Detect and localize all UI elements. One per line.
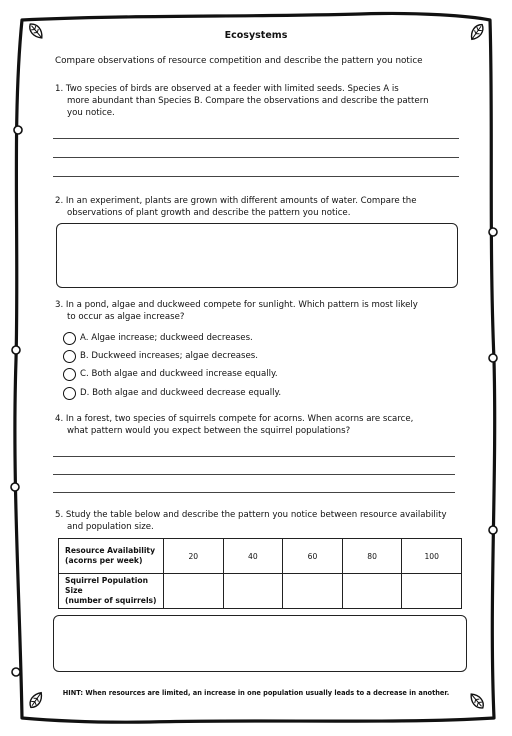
answer-line[interactable] bbox=[53, 492, 455, 493]
option-c-label: C. Both algae and duckweed increase equally. bbox=[80, 369, 278, 379]
table-row bbox=[59, 574, 462, 609]
row-header-population: Squirrel Population Size (number of squirrels) bbox=[59, 574, 164, 609]
resource-table bbox=[58, 538, 462, 609]
answer-line[interactable] bbox=[53, 474, 455, 475]
option-a[interactable] bbox=[63, 330, 253, 346]
answer-line[interactable] bbox=[53, 138, 459, 139]
answer-box[interactable] bbox=[53, 615, 467, 672]
question-5-line-2: and population size. bbox=[67, 522, 154, 532]
question-3-line-1: 3. In a pond, algae and duckweed compete for sunlight. Which pattern is most likely bbox=[55, 300, 418, 310]
answer-line[interactable] bbox=[53, 176, 459, 177]
option-d[interactable] bbox=[63, 385, 281, 401]
instructions: Compare observations of resource competition and describe the pattern you notice bbox=[55, 56, 423, 66]
option-b-label: B. Duckweed increases; algae decreases. bbox=[80, 351, 258, 361]
table-input-cell[interactable] bbox=[402, 574, 462, 609]
question-5-line-1: 5. Study the table below and describe the pattern you notice between resource availability bbox=[55, 510, 447, 520]
question-1-line-3: you notice. bbox=[67, 108, 115, 118]
radio-circle[interactable] bbox=[63, 387, 76, 400]
option-d-label: D. Both algae and duckweed decrease equally. bbox=[80, 388, 282, 398]
table-input-cell[interactable] bbox=[283, 574, 343, 609]
question-2-line-1: 2. In an experiment, plants are grown with different amounts of water. Compare the bbox=[55, 196, 417, 206]
worksheet-title: Ecosystems bbox=[224, 30, 288, 41]
radio-circle[interactable] bbox=[63, 368, 76, 381]
table-cell: 60 bbox=[283, 539, 343, 574]
table-cell: 100 bbox=[402, 539, 462, 574]
radio-circle[interactable] bbox=[63, 332, 76, 345]
table-input-cell[interactable] bbox=[164, 574, 224, 609]
question-3-line-2: to occur as algae increase? bbox=[67, 312, 185, 322]
question-4-line-1: 4. In a forest, two species of squirrels compete for acorns. When acorns are scarce, bbox=[55, 414, 414, 424]
answer-box[interactable] bbox=[56, 223, 458, 288]
row-header-resource: Resource Availability (acorns per week) bbox=[59, 539, 164, 574]
table-cell: 20 bbox=[164, 539, 224, 574]
table-row bbox=[59, 539, 462, 574]
question-2-line-2: observations of plant growth and describe the pattern you notice. bbox=[67, 208, 351, 218]
option-c[interactable] bbox=[63, 366, 278, 382]
question-1-line-1: 1. Two species of birds are observed at a feeder with limited seeds. Species A is bbox=[55, 84, 399, 94]
table-cell: 40 bbox=[223, 539, 283, 574]
table-cell: 80 bbox=[342, 539, 402, 574]
option-b[interactable] bbox=[63, 348, 258, 364]
radio-circle[interactable] bbox=[63, 350, 76, 363]
option-a-label: A. Algae increase; duckweed decreases. bbox=[80, 333, 253, 343]
table-input-cell[interactable] bbox=[342, 574, 402, 609]
answer-line[interactable] bbox=[53, 456, 455, 457]
answer-line[interactable] bbox=[53, 157, 459, 158]
hint-text: HINT: When resources are limited, an increase in one population usually leads to a decrease in another. bbox=[62, 689, 450, 697]
question-4-line-2: what pattern would you expect between the squirrel populations? bbox=[67, 426, 351, 436]
table-input-cell[interactable] bbox=[223, 574, 283, 609]
question-1-line-2: more abundant than Species B. Compare the observations and describe the pattern bbox=[67, 96, 429, 106]
